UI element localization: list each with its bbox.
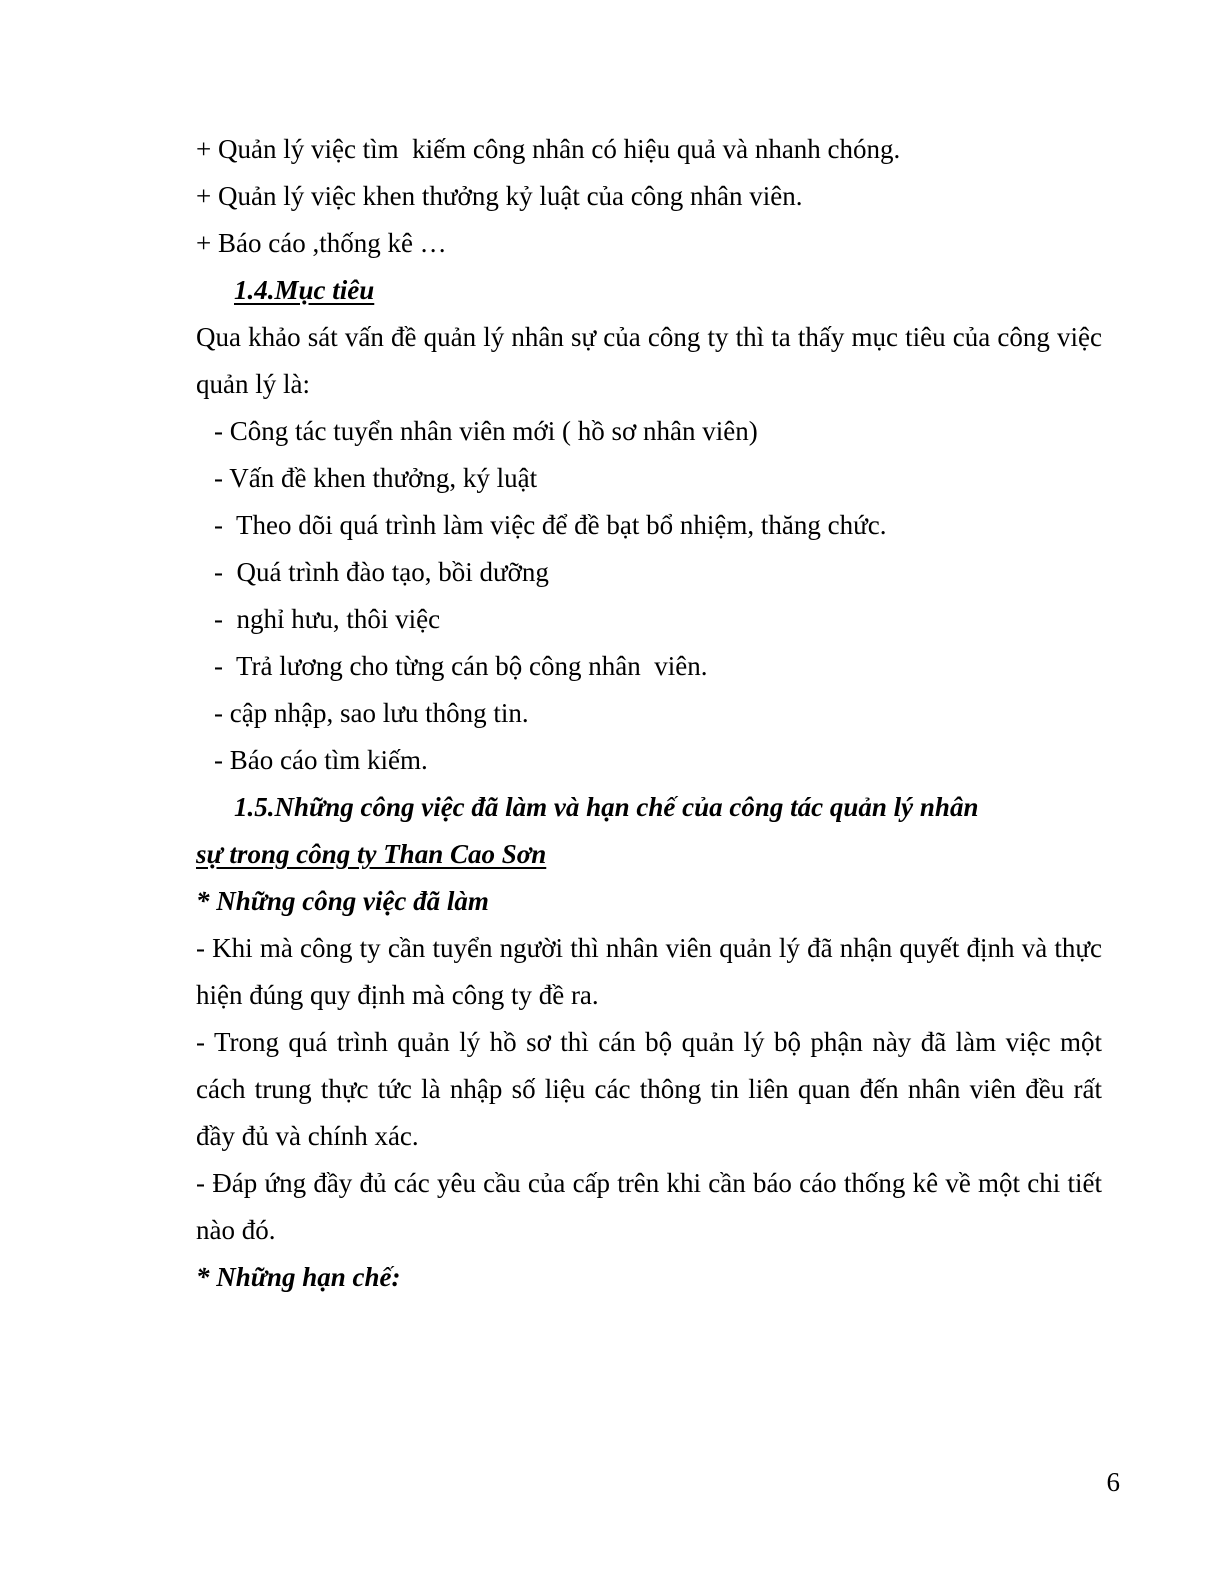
heading-1-4: 1.4.Mục tiêu <box>234 275 375 305</box>
list-item <box>196 643 1102 690</box>
intro-line-3: + Báo cáo ,thống kê … <box>196 228 447 258</box>
heading-1-5-text-1: 1.5.Những công việc đã làm và hạn chế của công tác quản lý nhân <box>234 792 979 822</box>
list-bullet-dash: - <box>214 651 223 681</box>
list-item-label: nghỉ hưu, thôi việc <box>223 604 441 634</box>
list-item-label: Quá trình đào tạo, bồi dưỡng <box>223 557 549 587</box>
list-item <box>196 455 1102 502</box>
paragraph-completed-1: - Khi mà công ty cần tuyển người thì nhân viên quản lý đã nhận quyết định và thực hiện đúng quy định mà công ty đề ra. <box>196 933 1102 1010</box>
heading-1-5-line-1 <box>196 784 1102 831</box>
page-content <box>196 126 1102 1301</box>
intro-line-2: + Quản lý việc khen thưởng kỷ luật của công nhân viên. <box>196 181 803 211</box>
list-item <box>196 737 1102 784</box>
list-bullet-dash: - <box>214 698 223 728</box>
heading-1-5-text-2: sự trong công ty Than Cao Sơn <box>196 839 547 869</box>
list-item-label: Vấn đề khen thưởng, ký luật <box>223 463 538 493</box>
list-item-label: Theo dõi quá trình làm việc để đề bạt bổ nhiệm, thăng chức. <box>223 510 887 540</box>
list-item <box>196 408 1102 455</box>
list-item-label: cập nhập, sao lưu thông tin. <box>223 698 529 728</box>
list-item <box>196 549 1102 596</box>
list-item <box>196 690 1102 737</box>
list-bullet-dash: - <box>214 745 223 775</box>
subheading-completed-work: * Những công việc đã làm <box>196 886 489 916</box>
list-item-label: Trả lương cho từng cán bộ công nhân viên. <box>223 651 708 681</box>
list-item <box>196 502 1102 549</box>
paragraph-1-4-intro: Qua khảo sát vấn đề quản lý nhân sự của công ty thì ta thấy mục tiêu của công việc quản lý là: <box>196 322 1102 399</box>
list-bullet-dash: - <box>214 510 223 540</box>
subheading-limitations: * Những hạn chế: <box>196 1262 401 1292</box>
list-item-label: Báo cáo tìm kiếm. <box>223 745 428 775</box>
list-bullet-dash: - <box>214 463 223 493</box>
list-bullet-dash: - <box>214 416 223 446</box>
list-item-label: Công tác tuyển nhân viên mới ( hồ sơ nhân viên) <box>223 416 758 446</box>
paragraph-completed-2: - Trong quá trình quản lý hồ sơ thì cán bộ quản lý bộ phận này đã làm việc một cách trung thực tức là nhập số liệu các thông tin liên quan đến nhân viên đều rất đầy đủ và chính xác. <box>196 1027 1102 1151</box>
objectives-list <box>196 408 1102 784</box>
list-bullet-dash: - <box>214 557 223 587</box>
paragraph-completed-3: - Đáp ứng đầy đủ các yêu cầu của cấp trên khi cần báo cáo thống kê về một chi tiết nào đó. <box>196 1168 1102 1245</box>
intro-line-1: + Quản lý việc tìm kiếm công nhân có hiệu quả và nhanh chóng. <box>196 134 901 164</box>
list-bullet-dash: - <box>214 604 223 634</box>
page-number: 6 <box>1106 1467 1120 1497</box>
list-item <box>196 596 1102 643</box>
heading-1-5-line-2 <box>196 831 1102 878</box>
